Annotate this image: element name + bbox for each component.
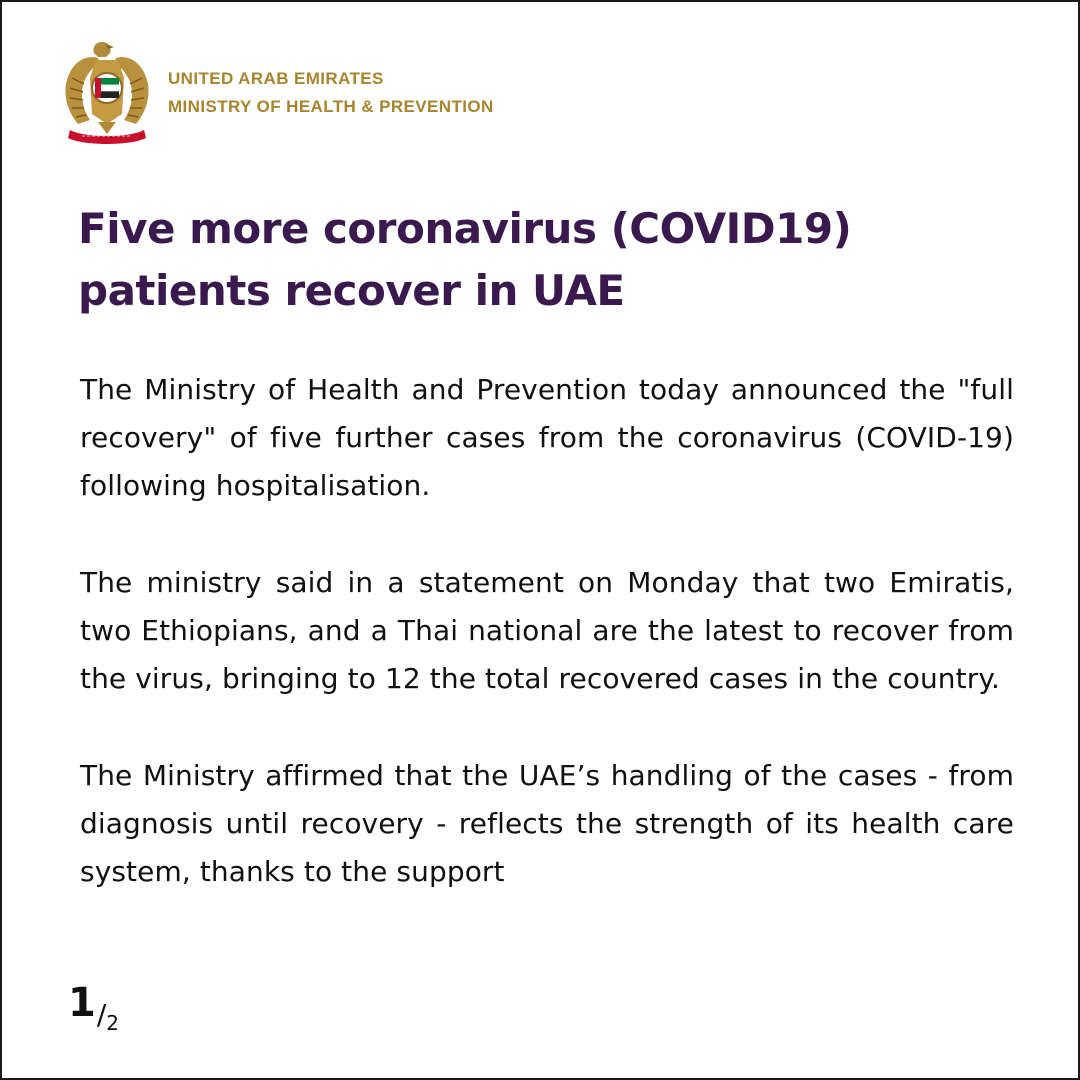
country-name: UNITED ARAB EMIRATES (168, 69, 384, 88)
page-separator: / (96, 998, 107, 1031)
page-current: 1 (68, 980, 96, 1026)
news-headline: Five more coronavirus (COVID19) patients recover in UAE (78, 204, 852, 315)
page-indicator (68, 980, 120, 1035)
paragraph-1: The Ministry of Health and Prevention today announced the "full recovery" of five further cases from the coronavirus (COVID-19) following hospitalisation. (80, 373, 1014, 502)
page-total: 2 (106, 1011, 120, 1035)
ministry-header (62, 38, 494, 146)
paragraph-3: The Ministry affirmed that the UAE’s handling of the cases - from diagnosis until recovery - reflects the strength of its health care system, thanks to the support (80, 759, 1014, 888)
article-body (80, 366, 1014, 945)
uae-emblem-logo (62, 38, 152, 146)
ministry-name-block (168, 65, 494, 121)
ministry-name: MINISTRY OF HEALTH & PREVENTION (168, 97, 494, 116)
paragraph-2: The ministry said in a statement on Monday that two Emiratis, two Ethiopians, and a Thai national are the latest to recover from the virus, bringing to 12 the total recovered cases in the country. (80, 566, 1014, 695)
